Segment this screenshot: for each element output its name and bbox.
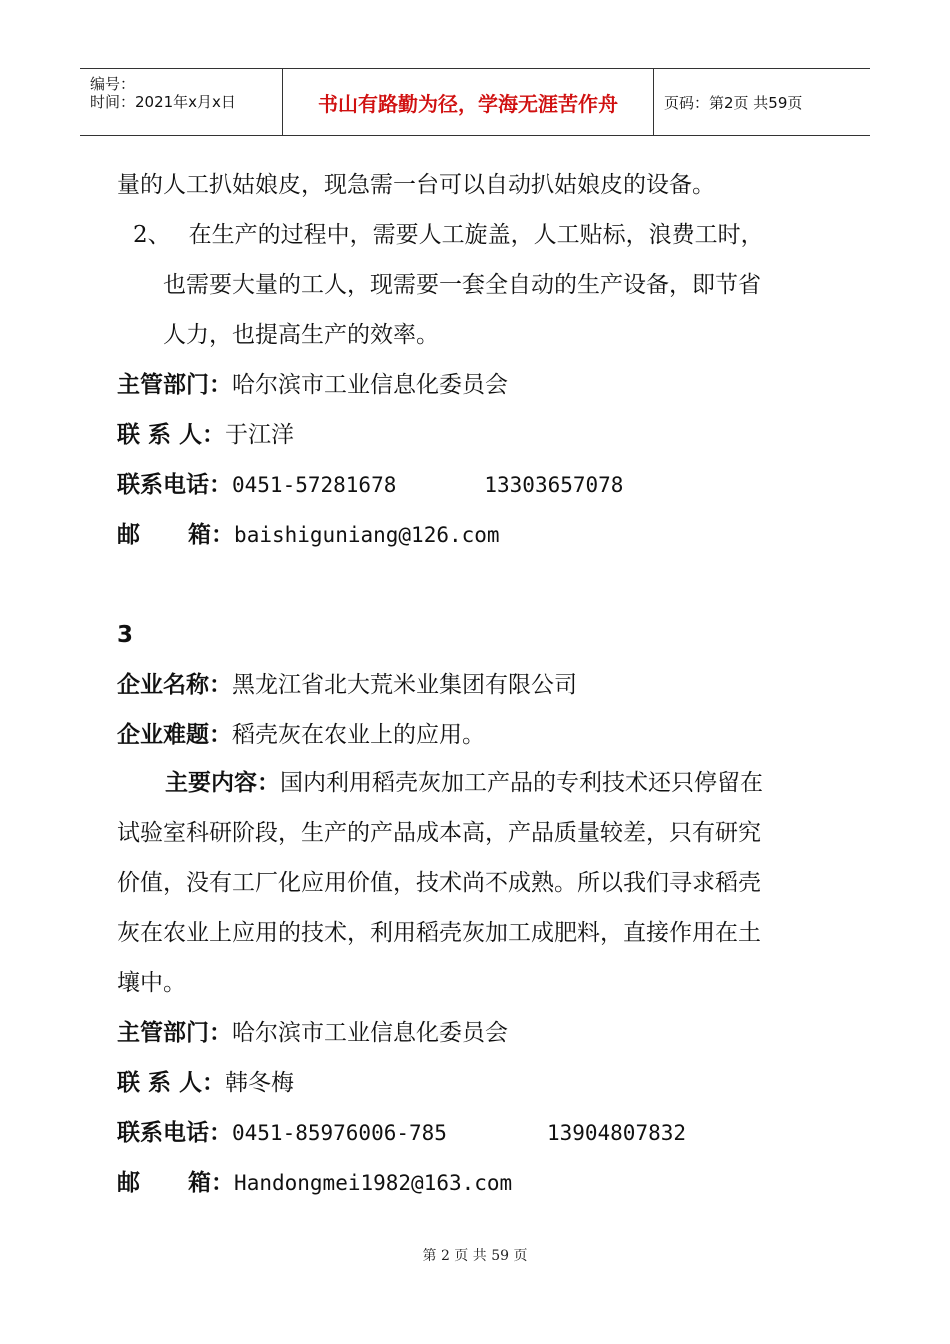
email-label: 邮 箱： (117, 522, 235, 548)
header-time: 时间：2021年x月x日 (90, 93, 236, 111)
phone-value-1: 0451-57281678 (232, 473, 397, 497)
header-meta (80, 69, 283, 135)
content-line: 价值，没有工厂化应用价值，技术尚不成熟。所以我们寻求稻壳 (117, 870, 761, 896)
content-line (165, 768, 763, 798)
problem-value: 稻壳灰在农业上的应用。 (232, 722, 485, 748)
phone-value-1: 0451-85976006-785 (232, 1121, 447, 1145)
list-item-continuation: 也需要大量的工人，现需要一套全自动的生产设备，即节省 (163, 272, 761, 298)
contact-row (117, 1068, 294, 1098)
page-footer: 第 2 页 共 59 页 (422, 1248, 528, 1264)
page-header (80, 68, 870, 136)
contact-value: 韩冬梅 (225, 1070, 295, 1096)
problem-row (117, 720, 485, 750)
contact-label: 联 系 人： (117, 422, 226, 448)
phone-row (117, 1118, 686, 1148)
content-line: 壤中。 (117, 970, 186, 996)
header-page-info: 页码：第2页 共59页 (664, 93, 803, 112)
dept-label: 主管部门： (117, 372, 232, 398)
list-item-number: 2、 (133, 222, 171, 248)
dept-label: 主管部门： (117, 1020, 232, 1046)
content-line: 试验室科研阶段，生产的产品成本高，产品质量较差，只有研究 (117, 820, 761, 846)
phone-label: 联系电话： (117, 1120, 232, 1146)
email-row (117, 1168, 512, 1198)
dept-value: 哈尔滨市工业信息化委员会 (232, 372, 508, 398)
email-label: 邮 箱： (117, 1170, 235, 1196)
contact-row (117, 420, 294, 450)
content-label: 主要内容： (165, 770, 280, 796)
dept-row (117, 370, 508, 400)
phone-row (117, 470, 623, 500)
section-number: 3 (117, 622, 134, 648)
contact-label: 联 系 人： (117, 1070, 226, 1096)
company-value: 黑龙江省北大荒米业集团有限公司 (232, 672, 577, 698)
email-value: Handongmei1982@163.com (234, 1171, 513, 1195)
email-value: baishiguniang@126.com (234, 523, 500, 547)
phone-value-2: 13904807832 (546, 1121, 687, 1145)
dept-value: 哈尔滨市工业信息化委员会 (232, 1020, 508, 1046)
content-line: 灰在农业上应用的技术，利用稻壳灰加工成肥料，直接作用在土 (117, 920, 761, 946)
header-motto: 书山有路勤为径，学海无涯苦作舟 (283, 69, 654, 135)
phone-value-2: 13303657078 (484, 473, 624, 497)
content-text: 国内利用稻壳灰加工产品的专利技术还只停留在 (280, 770, 763, 796)
company-row (117, 670, 577, 700)
list-item (133, 220, 764, 250)
list-item-text: 在生产的过程中，需要人工旋盖，人工贴标，浪费工时， (188, 222, 764, 248)
contact-value: 于江洋 (225, 422, 295, 448)
phone-label: 联系电话： (117, 472, 232, 498)
dept-row (117, 1018, 508, 1048)
problem-label: 企业难题： (117, 722, 232, 748)
company-label: 企业名称： (117, 672, 232, 698)
email-row (117, 520, 500, 550)
header-number: 编号： (90, 75, 136, 93)
list-item-continuation: 人力，也提高生产的效率。 (163, 322, 439, 348)
paragraph-line: 量的人工扒姑娘皮，现急需一台可以自动扒姑娘皮的设备。 (117, 172, 715, 198)
